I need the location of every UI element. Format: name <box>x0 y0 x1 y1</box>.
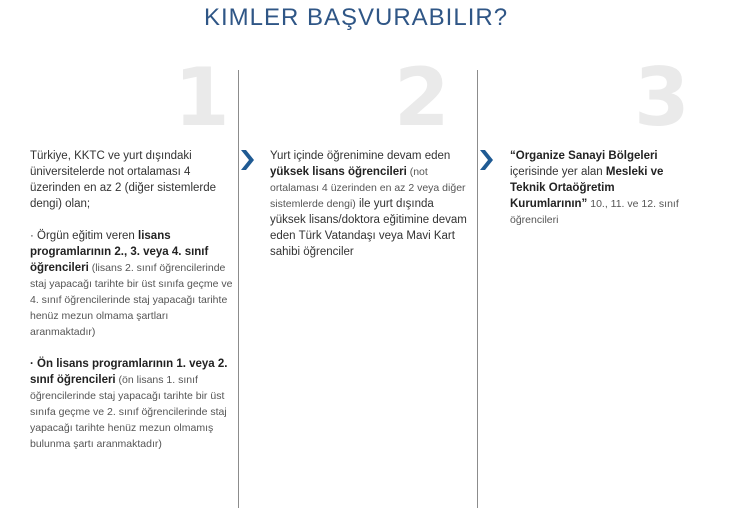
step-number-3: 3 <box>634 51 690 144</box>
eligibility-column-3 <box>510 148 695 228</box>
chevron-right-icon <box>478 148 494 172</box>
chevron-right-icon <box>239 148 255 172</box>
bullet-bold-text: sınıf öğrencileri <box>30 246 209 274</box>
bullet-text: · Örgün eğitim veren <box>30 230 139 242</box>
page-title: KIMLER BAŞVURABILIR? <box>203 4 509 31</box>
bullet-note: (ön lisans 1. sınıf öğrencilerinde staj yapacağı tarihte bir üst sınıfa geçme ve 2. sınıf öğrencilerinde staj yapacağı tarihte henüz mezun olmamış bulunma şartı aranmaktadır) <box>30 374 227 450</box>
column-bold-text: yüksek lisans öğrencileri <box>270 166 407 178</box>
bullet-bold-text: sınıf öğrencileri <box>30 374 116 386</box>
bullet-bold-text: 2., 3. veya 4. <box>111 246 185 258</box>
column-1-bullet-1 <box>30 228 235 340</box>
bullet-bold-text: · Ön lisans programlarının 1. veya 2. <box>30 358 228 370</box>
column-1-bullet-2 <box>30 356 235 452</box>
column-2-text <box>270 148 470 260</box>
column-text: içerisinde yer alan <box>510 166 606 178</box>
eligibility-column-2 <box>270 148 470 260</box>
column-3-text <box>510 148 695 228</box>
step-number-1: 1 <box>174 51 230 144</box>
bullet-bold-text: lisans programlarının <box>30 230 171 258</box>
column-bold-text: Mesleki ve Teknik Ortaöğretim Kurumlarının” <box>510 166 664 210</box>
column-bold-text: “Organize Sanayi Bölgeleri <box>510 150 658 162</box>
eligibility-column-1 <box>30 148 235 452</box>
bullet-note: (lisans 2. sınıf öğrencilerinde staj yapacağı tarihte bir üst sınıfa geçme ve 4. sınıf öğrencilerinde staj yapacağı tarihte henüz mezun olmama şartları aranmaktadır) <box>30 262 233 338</box>
column-text: Yurt içinde öğrenimine devam eden <box>270 150 451 162</box>
step-number-2: 2 <box>394 51 450 144</box>
column-divider <box>477 70 478 508</box>
column-note: (not ortalaması 4 üzerinden en az 2 veya diğer sistemlerde dengi) <box>270 166 466 210</box>
column-1-intro: Türkiye, KKTC ve yurt dışındaki üniversitelerde not ortalaması 4 üzerinden en az 2 (diğer sistemlerde dengi) olan; <box>30 150 217 210</box>
column-note: 10., 11. ve 12. sınıf <box>587 198 679 210</box>
column-divider <box>238 70 239 508</box>
column-text: ile yurt dışında yüksek lisans/doktora eğitimine devam eden Türk Vatandaşı veya Mavi Kart sahibi öğrenciler <box>270 198 467 258</box>
column-note: öğrencileri <box>510 214 559 226</box>
